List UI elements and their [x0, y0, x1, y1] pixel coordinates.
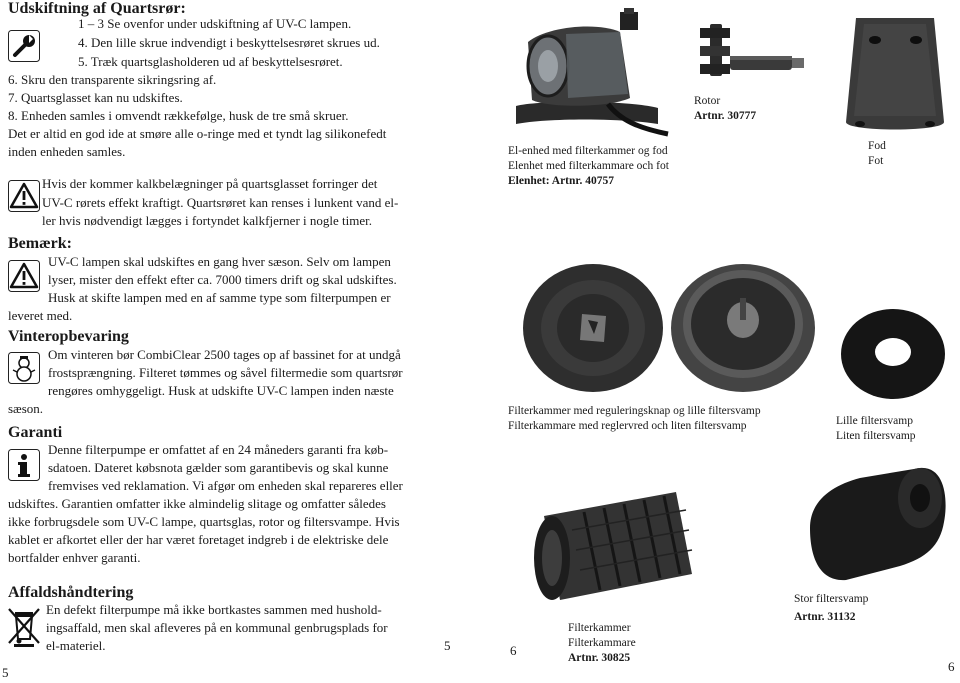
- rotor-article-number: Artnr. 30777: [694, 110, 757, 122]
- winter-heading: Vinteropbevaring: [8, 328, 129, 345]
- page-number: 5: [2, 665, 9, 680]
- quartz-heading: Udskiftning af Quartsrør:: [8, 0, 186, 17]
- quartz-note: inden enheden samles.: [8, 144, 126, 159]
- disposal-text: el-materiel.: [46, 638, 106, 653]
- warranty-heading: Garanti: [8, 424, 63, 441]
- wrench-icon: [8, 30, 40, 62]
- info-icon: [8, 449, 40, 481]
- warranty-text: fremvises ved reklamation. Vi afgør om enheden skal repareres eller: [48, 478, 403, 493]
- quartz-step: 4. Den lille skrue indvendigt i beskyttelsesrøret skrues ud.: [78, 35, 380, 50]
- disposal-text: ingsaffald, men skal afleveres på en kommunal genbrugsplads for: [46, 620, 388, 635]
- warranty-text: bortfalder enhver garanti.: [8, 550, 141, 565]
- winter-text: Om vinteren bør CombiClear 2500 tages op af bassinet for at undgå: [48, 347, 401, 362]
- small-sponge-caption: Lille filtersvamp: [836, 415, 913, 427]
- warning-text: Hvis der kommer kalkbelægninger på quartsglasset forringer det: [42, 176, 378, 191]
- winter-text: frostsprængning. Filteret tømmes og såvel filtermedie som quartsrør: [48, 365, 403, 380]
- page-number: 6: [510, 643, 517, 658]
- disposal-text: En defekt filterpumpe må ikke bortkastes sammen med hushold-: [46, 602, 382, 617]
- quartz-step: 1 – 3 Se ovenfor under udskiftning af UV-C lampen.: [78, 16, 352, 31]
- unit-caption: El-enhed med filterkammer og fod: [508, 145, 668, 157]
- warranty-text: sdatoen. Dateret købsnota gælder som garantibevis og skal kunne: [48, 460, 389, 475]
- chamber-knob-caption: Filterkammer med reguleringsknap og lille filtersvamp: [508, 405, 761, 417]
- remark-text: UV-C lampen skal udskiftes en gang hver sæson. Selv om lampen: [48, 254, 391, 269]
- rotor-caption: Rotor: [694, 95, 721, 107]
- disposal-heading: Affaldshåndtering: [8, 584, 134, 601]
- page-number: 5: [444, 638, 451, 653]
- small-sponge-caption: Liten filtersvamp: [836, 430, 916, 442]
- large-sponge-article-number: Artnr. 31132: [794, 611, 856, 623]
- filter-chamber-image: [526, 486, 696, 606]
- remark-text: leveret med.: [8, 308, 73, 323]
- foot-image: [840, 10, 950, 138]
- filter-chamber-article-number: Artnr. 30825: [568, 652, 631, 664]
- remark-text: lyser, mister den effekt efter ca. 7000 timers drift og skal udskiftes.: [48, 272, 397, 287]
- chamber-with-knob-image: [518, 256, 668, 396]
- unit-article-number: Elenhet: Artnr. 40757: [508, 175, 614, 187]
- crossed-bin-icon: [6, 605, 42, 647]
- pump-unit-image: [508, 8, 678, 143]
- remark-text: Husk at skifte lampen med en af samme type som filterpumpen er: [48, 290, 391, 305]
- warranty-text: ikke forbrugsdele som UV-C lampe, quartsglas, rotor og filtersvampe. Hvis: [8, 514, 400, 529]
- warranty-text: kablet er afkortet eller der har været foretaget indgreb i de elektriske dele: [8, 532, 389, 547]
- warranty-text: udskiftes. Garantien omfatter ikke almindelig slitage og omfatter således: [8, 496, 386, 511]
- warning-text: ler hvis nødvendigt lægges i fortyndet kalkfjerner i nogle timer.: [42, 213, 372, 228]
- small-sponge-image: [838, 306, 948, 402]
- chamber-with-sponge-image: [668, 258, 818, 398]
- winter-text: rengøres omhyggeligt. Husk at udskifte UV-C lampen inden næste: [48, 383, 394, 398]
- snowman-icon: [8, 352, 40, 384]
- rotor-image: [694, 14, 810, 94]
- quartz-step: 8. Enheden samles i omvendt rækkefølge, husk de tre små skruer.: [8, 108, 349, 123]
- warning-icon: [8, 260, 40, 292]
- foot-caption: Fot: [868, 155, 884, 167]
- foot-caption: Fod: [868, 140, 886, 152]
- remark-heading: Bemærk:: [8, 235, 72, 252]
- quartz-step: 5. Træk quartsglasholderen ud af beskyttelsesrøret.: [78, 54, 343, 69]
- quartz-note: Det er altid en god ide at smøre alle o-ringe med et tyndt lag silikonefedt: [8, 126, 387, 141]
- warning-text: UV-C rørets effekt kraftigt. Quartsrøret kan renses i lunkent vand el-: [42, 195, 399, 210]
- large-sponge-caption: Stor filtersvamp: [794, 593, 869, 605]
- large-sponge-image: [800, 462, 950, 584]
- warranty-text: Denne filterpumpe er omfattet af en 24 måneders garanti fra køb-: [48, 442, 389, 457]
- filter-chamber-caption: Filterkammare: [568, 637, 636, 649]
- unit-caption: Elenhet med filterkammare och fot: [508, 160, 669, 172]
- warning-icon: [8, 180, 40, 212]
- winter-text: sæson.: [8, 401, 44, 416]
- quartz-step: 7. Quartsglasset kan nu udskiftes.: [8, 90, 183, 105]
- page-number: 6: [948, 659, 955, 674]
- quartz-step: 6. Skru den transparente sikringsring af.: [8, 72, 217, 87]
- filter-chamber-caption: Filterkammer: [568, 622, 631, 634]
- chamber-knob-caption: Filterkammare med reglervred och liten filtersvamp: [508, 420, 747, 432]
